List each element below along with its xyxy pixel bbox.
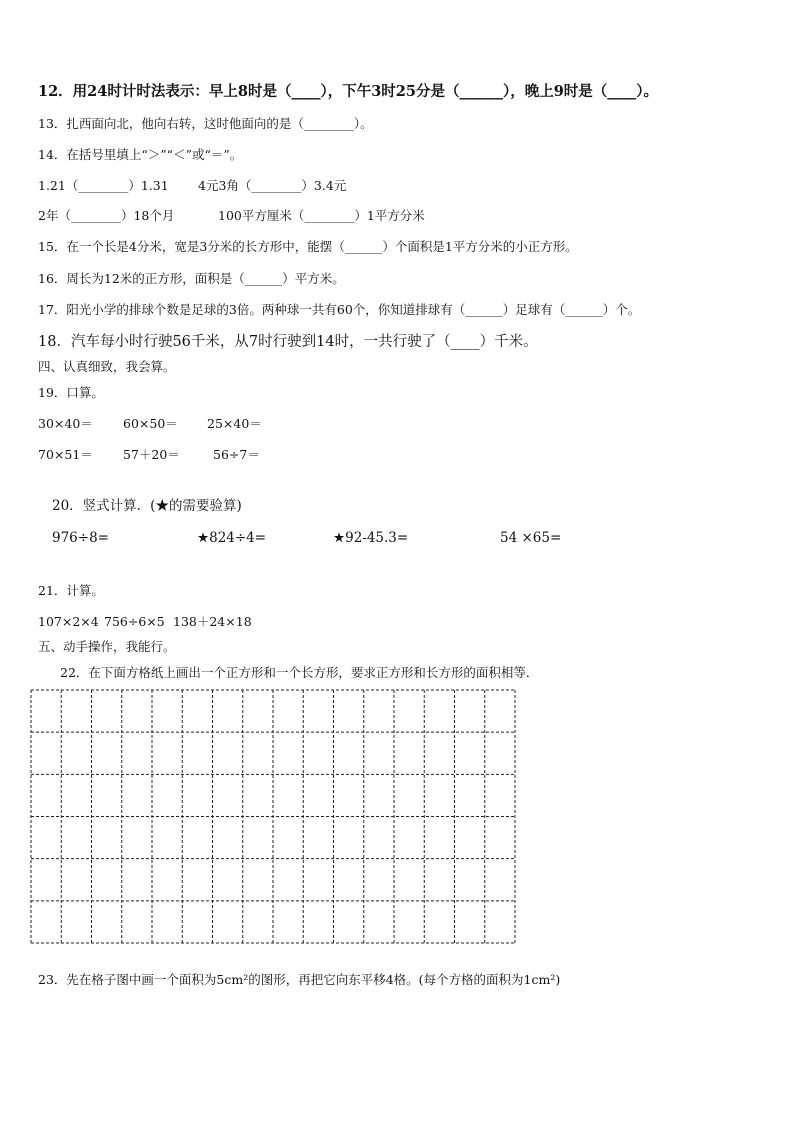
- question-23: 23．先在格子图中画一个面积为5cm²的图形，再把它向东平移4格。(每个方格的面积为1cm²): [38, 972, 561, 987]
- question-22: 22．在下面方格纸上画出一个正方形和一个长方形，要求正方形和长方形的面积相等．: [60, 665, 539, 680]
- q19-item-6: 56÷7＝: [213, 447, 260, 462]
- q19-item-4: 70×51＝: [38, 447, 93, 462]
- question-12: 12．用24时计时法表示：早上8时是（____），下午3时25分是（______），晚上9时是（____）。: [38, 83, 659, 100]
- question-13: 13．扎西面向北，他向右转，这时他面向的是（________）。: [38, 116, 373, 131]
- question-21: 21．计算。: [38, 583, 104, 598]
- q14-item-2: 4元3角（________）3.4元: [198, 178, 347, 193]
- q21-item-2: 756÷6×5: [104, 614, 165, 629]
- q20-item-4: 54 ×65=: [500, 530, 562, 546]
- square-grid-paper: [30, 689, 516, 945]
- q20-item-2: ★824÷4=: [197, 530, 267, 546]
- question-14: 14．在括号里填上“＞”“＜”或“＝”。: [38, 147, 243, 162]
- q21-item-1: 107×2×4: [38, 614, 99, 629]
- q14-item-4: 100平方厘米（________）1平方分米: [218, 208, 425, 223]
- question-16: 16．周长为12米的正方形，面积是（______）平方米。: [38, 271, 345, 286]
- section-4-heading: 四、认真细致，我会算。: [38, 359, 176, 374]
- q14-item-3: 2年（________）18个月: [38, 208, 175, 223]
- q19-item-2: 60×50＝: [123, 416, 178, 431]
- question-19: 19．口算。: [38, 385, 104, 400]
- q21-item-3: 138＋24×18: [173, 614, 252, 629]
- question-18: 18．汽车每小时行驶56千米，从7时行驶到14时，一共行驶了（____）千米。: [38, 334, 538, 350]
- question-20: 20．竖式计算．(★的需要验算): [52, 498, 242, 514]
- q19-item-1: 30×40＝: [38, 416, 93, 431]
- q20-item-3: ★92-45.3=: [333, 530, 409, 546]
- q19-item-5: 57＋20＝: [123, 447, 180, 462]
- q20-item-1: 976÷8=: [52, 530, 109, 546]
- question-17: 17．阳光小学的排球个数是足球的3倍。两种球一共有60个，你知道排球有（______）足球有（______）个。: [38, 302, 641, 317]
- q19-item-3: 25×40＝: [207, 416, 262, 431]
- q14-item-1: 1.21（________）1.31: [38, 178, 169, 193]
- question-15: 15．在一个长是4分米，宽是3分米的长方形中，能摆（______）个面积是1平方分米的小正方形。: [38, 239, 578, 254]
- section-5-heading: 五、动手操作，我能行。: [38, 639, 176, 654]
